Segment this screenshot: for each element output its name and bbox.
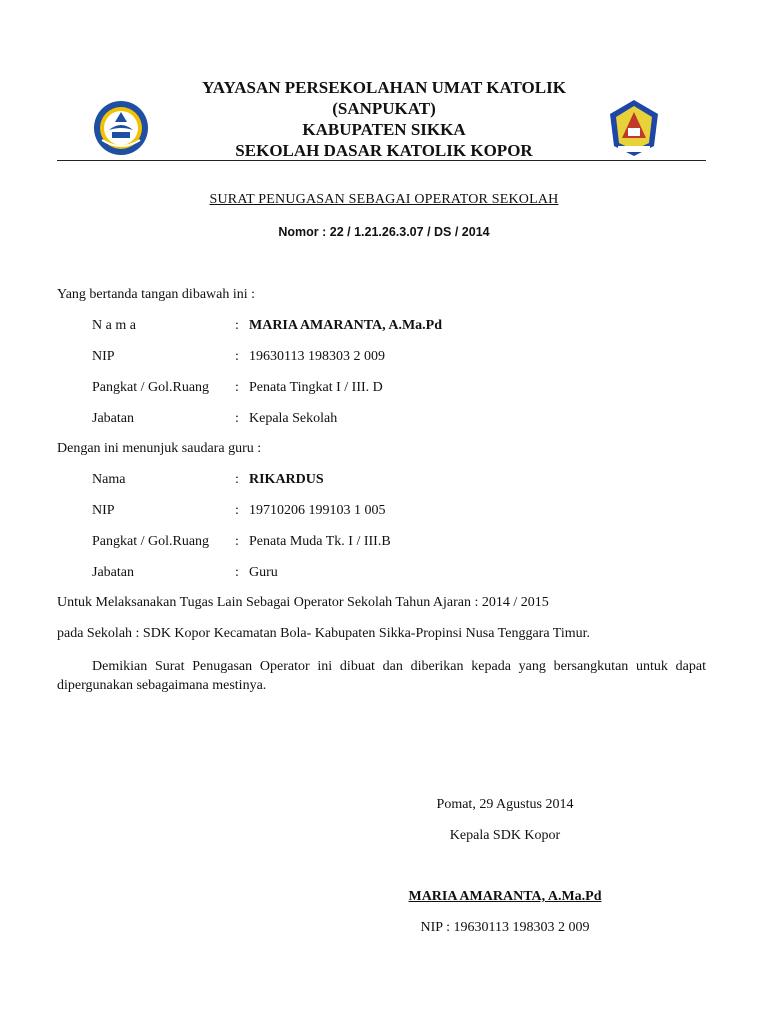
header-divider [57,160,706,161]
letterhead-line-1: YAYASAN PERSEKOLAHAN UMAT KATOLIK [202,78,566,97]
signer-position-value: Kepala Sekolah [249,411,338,426]
signer-rank-label: Pangkat / Gol.Ruang [92,380,210,395]
school-line: pada Sekolah : SDK Kopor Kecamatan Bola- Kabupaten Sikka-Propinsi Nusa Tenggara Timur. [57,626,591,641]
document-title: SURAT PENUGASAN SEBAGAI OPERATOR SEKOLAH [209,192,559,207]
colon: : [235,411,239,426]
closing-paragraph: Demikian Surat Penugasan Operator ini dibuat dan diberikan kepada yang bersangkutan untuk dapat dipergunakan sebagaimana mestinya. [57,659,706,693]
appointee-rank-label: Pangkat / Gol.Ruang [92,534,210,549]
letterhead-line-4: SEKOLAH DASAR KATOLIK KOPOR [235,141,533,160]
letterhead-line-3: KABUPATEN SIKKA [302,120,466,139]
signer-name-label: N a m a [92,318,136,333]
appointee-position-label: Jabatan [92,565,134,580]
signature-nip: NIP : 19630113 198303 2 009 [420,920,590,935]
signer-nip-label: NIP [92,349,115,364]
signer-nip-value: 19630113 198303 2 009 [249,349,385,364]
colon: : [235,349,239,364]
appointee-name-value: RIKARDUS [249,472,324,487]
appointee-nip-label: NIP [92,503,115,518]
colon: : [235,534,239,549]
colon: : [235,503,239,518]
signer-rank-value: Penata Tingkat I / III. D [249,380,383,395]
appointee-name-label: Nama [92,472,126,487]
appointee-position-value: Guru [249,565,278,580]
colon: : [235,565,239,580]
appointee-rank-value: Penata Muda Tk. I / III.B [249,534,391,549]
signer-position-label: Jabatan [92,411,134,426]
letterhead-line-2: (SANPUKAT) [332,99,436,118]
task-line: Untuk Melaksanakan Tugas Lain Sebagai Operator Sekolah Tahun Ajaran : 2014 / 2015 [57,595,549,610]
colon: : [235,472,239,487]
colon: : [235,318,239,333]
appoint-intro-text: Dengan ini menunjuk saudara guru : [57,441,262,456]
signer-name-value: MARIA AMARANTA, A.Ma.Pd [249,318,443,333]
signature-name: MARIA AMARANTA, A.Ma.Pd [408,889,602,904]
signature-position: Kepala SDK Kopor [449,828,561,843]
intro-text: Yang bertanda tangan dibawah ini : [57,287,256,302]
colon: : [235,380,239,395]
signature-place-date: Pomat, 29 Agustus 2014 [436,797,574,812]
appointee-nip-value: 19710206 199103 1 005 [249,503,386,518]
document-number: Nomor : 22 / 1.21.26.3.07 / DS / 2014 [278,225,490,239]
